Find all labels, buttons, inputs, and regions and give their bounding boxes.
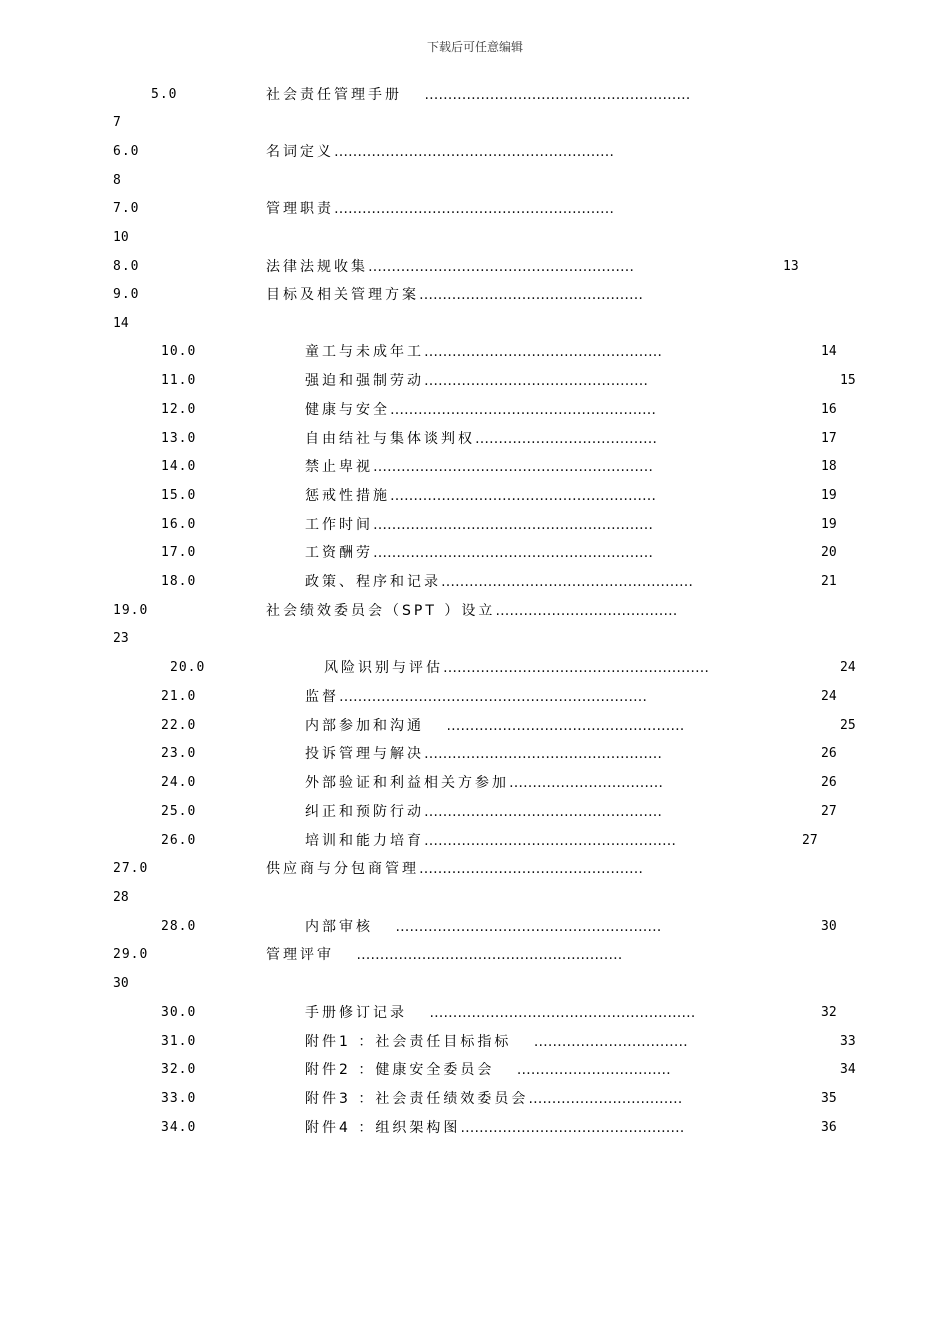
toc-entry-number: 5.0 (151, 87, 178, 102)
toc-entry-title (305, 802, 662, 822)
toc-entry-leader-dots: ………………………………………… (460, 1120, 685, 1136)
toc-entry[interactable] (0, 457, 950, 477)
toc-entry-title (305, 515, 653, 535)
toc-entry-title (266, 85, 690, 105)
toc-entry[interactable] (0, 658, 950, 678)
toc-entry[interactable] (0, 342, 950, 362)
toc-entry-number: 26.0 (161, 833, 197, 848)
toc-entry-title (305, 687, 647, 707)
toc-entry[interactable] (0, 142, 950, 188)
toc-entry-page-number: 30 (821, 919, 837, 934)
toc-entry-number: 6.0 (113, 144, 140, 159)
toc-entry-title (324, 658, 709, 678)
toc-entry-title-text: 培训和能力培育 (305, 833, 424, 849)
toc-entry-leader-dots: …………………………… (509, 775, 663, 791)
toc-entry-leader-dots: ……………………………………………… (424, 833, 676, 849)
toc-entry-title (266, 142, 614, 162)
toc-entry[interactable] (0, 572, 950, 592)
toc-entry[interactable] (0, 257, 950, 277)
toc-entry[interactable] (0, 1003, 950, 1023)
toc-entry-title-text: 管理评审 (266, 947, 357, 963)
toc-entry-page-number: 21 (821, 574, 837, 589)
toc-entry-leader-dots: …………………………… (516, 1062, 671, 1078)
toc-entry-leader-dots: ………………………………………………… (395, 919, 662, 935)
toc-entry-number: 11.0 (161, 373, 197, 388)
toc-entry-leader-dots: …………………………………………………… (373, 459, 653, 475)
toc-entry-title (305, 1118, 684, 1138)
toc-entry-number: 28.0 (161, 919, 197, 934)
toc-entry-title-text: 管理职责 (266, 201, 334, 217)
toc-entry-title (266, 859, 643, 879)
toc-entry[interactable] (0, 1089, 950, 1109)
toc-entry-title (305, 1089, 682, 1109)
toc-entry-leader-dots: …………………………………………… (424, 804, 662, 820)
toc-entry-title (305, 773, 663, 793)
toc-entry-title-text: 自由结社与集体谈判权 (305, 431, 475, 447)
toc-entry-page-number: 24 (821, 689, 837, 704)
toc-entry[interactable] (0, 687, 950, 707)
toc-entry-number: 9.0 (113, 287, 140, 302)
toc-entry-title (305, 1003, 695, 1023)
toc-entry-number: 20.0 (170, 660, 206, 675)
toc-entry[interactable] (0, 429, 950, 449)
toc-entry-page-number: 26 (821, 775, 837, 790)
toc-entry-title (305, 486, 656, 506)
toc-entry-number: 10.0 (161, 344, 197, 359)
toc-entry-page-number: 27 (821, 804, 837, 819)
toc-entry-page-number: 14 (113, 316, 129, 331)
toc-entry[interactable] (0, 85, 950, 130)
toc-entry-number: 13.0 (161, 431, 197, 446)
toc-entry-title-text: 童工与未成年工 (305, 344, 424, 360)
toc-entry-page-number: 28 (113, 890, 129, 905)
toc-entry-title (305, 400, 656, 420)
toc-entry-page-number: 34 (840, 1062, 856, 1077)
toc-entry-title-text: 惩戒性措施 (305, 488, 390, 504)
toc-entry-title-text: 社会责任管理手册 (266, 87, 425, 103)
toc-entry-page-number: 23 (113, 631, 129, 646)
toc-entry-title (305, 831, 676, 851)
toc-entry-number: 16.0 (161, 517, 197, 532)
toc-entry[interactable] (0, 1060, 950, 1080)
toc-entry-page-number: 19 (821, 488, 837, 503)
toc-entry-page-number: 17 (821, 431, 837, 446)
toc-entry-number: 27.0 (113, 861, 149, 876)
toc-entry-page-number: 32 (821, 1005, 837, 1020)
toc-entry-number: 29.0 (113, 947, 149, 962)
toc-entry-title (305, 371, 648, 391)
toc-entry[interactable] (0, 543, 950, 563)
toc-entry-title (305, 457, 653, 477)
toc-entry-title-text: 风险识别与评估 (324, 660, 443, 676)
toc-entry-number: 23.0 (161, 746, 197, 761)
toc-entry-page-number: 16 (821, 402, 837, 417)
toc-entry-title (266, 601, 677, 621)
toc-entry-title (305, 917, 661, 937)
toc-entry-title (266, 257, 634, 277)
toc-entry[interactable] (0, 716, 950, 736)
toc-entry-title-text: 工作时间 (305, 517, 373, 533)
toc-entry-leader-dots: ………………………………………… (424, 373, 648, 389)
toc-entry[interactable] (0, 199, 950, 245)
toc-entry-title (266, 285, 643, 305)
toc-entry[interactable] (0, 831, 950, 851)
toc-entry-page-number: 24 (840, 660, 856, 675)
toc-entry-page-number: 25 (840, 718, 856, 733)
toc-entry-leader-dots: …………………………………………………… (334, 201, 614, 217)
toc-entry-title (305, 744, 662, 764)
toc-entry-page-number: 18 (821, 459, 837, 474)
toc-entry[interactable] (0, 859, 950, 905)
toc-entry-title-text: 内部参加和沟通 (305, 718, 447, 734)
toc-entry-page-number: 36 (821, 1120, 837, 1135)
toc-entry-title (305, 429, 657, 449)
toc-entry-title-text: 纠正和预防行动 (305, 804, 424, 820)
page-header: 下载后可任意编辑 (426, 40, 523, 54)
toc-entry-leader-dots: …………………………… (528, 1091, 683, 1107)
toc-entry-title-text: 供应商与分包商管理 (266, 861, 419, 877)
toc-entry[interactable] (0, 515, 950, 535)
toc-entry-title-text: 手册修订记录 (305, 1005, 430, 1021)
toc-entry-number: 7.0 (113, 201, 140, 216)
toc-entry-title-text: 政策、程序和记录 (305, 574, 441, 590)
toc-entry-number: 22.0 (161, 718, 197, 733)
toc-entry-number: 14.0 (161, 459, 197, 474)
toc-entry-title-text: 内部审核 (305, 919, 396, 935)
toc-entry-leader-dots: ………………………………………………… (443, 660, 709, 676)
toc-entry-leader-dots: ………………………………………………… (390, 402, 656, 418)
toc-entry-leader-dots: ………………………………………………………… (339, 689, 647, 705)
toc-entry-number: 8.0 (113, 259, 140, 274)
toc-entry-title-text: 名词定义 (266, 144, 334, 160)
toc-entry-leader-dots: …………………………………………… (424, 344, 662, 360)
toc-entry-title-text: 法律法规收集 (266, 259, 368, 275)
toc-entry-leader-dots: ………………………………… (495, 603, 678, 619)
toc-entry-title-text: 附件3 ：社会责任绩效委员会 (305, 1091, 529, 1107)
toc-entry[interactable] (0, 1118, 950, 1138)
toc-entry-page-number: 19 (821, 517, 837, 532)
toc-entry-page-number: 27 (802, 833, 818, 848)
toc-entry-leader-dots: ………………………………………………… (429, 1005, 696, 1021)
toc-entry-title-text: 健康与安全 (305, 402, 390, 418)
toc-entry-title (266, 945, 622, 965)
toc-entry-leader-dots: ……………………………………………… (441, 574, 693, 590)
toc-entry-page-number: 8 (113, 173, 121, 188)
toc-entry-number: 32.0 (161, 1062, 197, 1077)
toc-entry-title (305, 342, 662, 362)
toc-entry-leader-dots: …………………………………………………… (334, 144, 614, 160)
toc-entry-title-text: 社会绩效委员会（SPT ）设立 (266, 603, 496, 619)
toc-entry-title (305, 1032, 688, 1052)
toc-entry-number: 24.0 (161, 775, 197, 790)
toc-entry-title-text: 工资酬劳 (305, 545, 373, 561)
toc-entry-leader-dots: …………………………… (533, 1034, 688, 1050)
toc-entry-title-text: 外部验证和利益相关方参加 (305, 775, 509, 791)
toc-entry[interactable] (0, 371, 950, 391)
toc-entry[interactable] (0, 744, 950, 764)
toc-entry-leader-dots: ………………………………………………… (356, 947, 623, 963)
toc-entry-title-text: 附件2 ：健康安全委员会 (305, 1062, 517, 1078)
toc-entry-page-number: 13 (783, 259, 799, 274)
toc-entry-title-text: 附件4 ：组织架构图 (305, 1120, 461, 1136)
toc-entry-title (305, 1060, 671, 1080)
toc-entry-number: 30.0 (161, 1005, 197, 1020)
toc-entry-leader-dots: ………………………………………… (419, 287, 643, 303)
toc-entry[interactable] (0, 802, 950, 822)
toc-entry-number: 18.0 (161, 574, 197, 589)
toc-entry-leader-dots: ………………………………………………… (368, 259, 634, 275)
toc-entry-leader-dots: …………………………………………………… (373, 545, 653, 561)
toc-entry-number: 33.0 (161, 1091, 197, 1106)
toc-entry[interactable] (0, 1032, 950, 1052)
toc-entry-number: 12.0 (161, 402, 197, 417)
toc-entry-title (305, 543, 653, 563)
toc-entry-page-number: 26 (821, 746, 837, 761)
toc-entry-number: 15.0 (161, 488, 197, 503)
toc-entry-number: 19.0 (113, 603, 149, 618)
toc-entry-page-number: 20 (821, 545, 837, 560)
toc-entry-title (305, 716, 684, 736)
toc-entry-title-text: 强迫和强制劳动 (305, 373, 424, 389)
toc-entry-page-number: 30 (113, 976, 129, 991)
toc-entry[interactable] (0, 486, 950, 506)
toc-entry-number: 34.0 (161, 1120, 197, 1135)
toc-entry-leader-dots: ………………………………… (475, 431, 657, 447)
toc-entry-title (266, 199, 614, 219)
toc-entry-number: 21.0 (161, 689, 197, 704)
toc-entry-leader-dots: ………………………………………………… (424, 87, 691, 103)
toc-entry-number: 31.0 (161, 1034, 197, 1049)
toc-entry[interactable] (0, 285, 950, 331)
toc-entry-page-number: 10 (113, 230, 129, 245)
toc-entry-title-text: 目标及相关管理方案 (266, 287, 419, 303)
toc-entry-leader-dots: ………………………………………………… (390, 488, 656, 504)
toc-entry-page-number: 14 (821, 344, 837, 359)
toc-entry-page-number: 33 (840, 1034, 856, 1049)
toc-entry[interactable] (0, 917, 950, 937)
toc-entry-title-text: 禁止卑视 (305, 459, 373, 475)
toc-entry-page-number: 15 (840, 373, 856, 388)
toc-entry-number: 17.0 (161, 545, 197, 560)
toc-entry-title (305, 572, 693, 592)
toc-entry[interactable] (0, 773, 950, 793)
toc-entry-page-number: 35 (821, 1091, 837, 1106)
toc-entry[interactable] (0, 400, 950, 420)
toc-entry-title-text: 附件1 ：社会责任目标指标 (305, 1034, 534, 1050)
toc-entry[interactable] (0, 601, 950, 646)
toc-entry-leader-dots: ………………………………………… (419, 861, 643, 877)
toc-entry-title-text: 监督 (305, 689, 339, 705)
toc-entry-leader-dots: …………………………………………………… (373, 517, 653, 533)
toc-entry-leader-dots: …………………………………………… (446, 718, 685, 734)
toc-entry[interactable] (0, 945, 950, 991)
toc-entry-title-text: 投诉管理与解决 (305, 746, 424, 762)
toc-entry-page-number: 7 (113, 115, 121, 130)
toc-entry-number: 25.0 (161, 804, 197, 819)
toc-entry-leader-dots: …………………………………………… (424, 746, 662, 762)
